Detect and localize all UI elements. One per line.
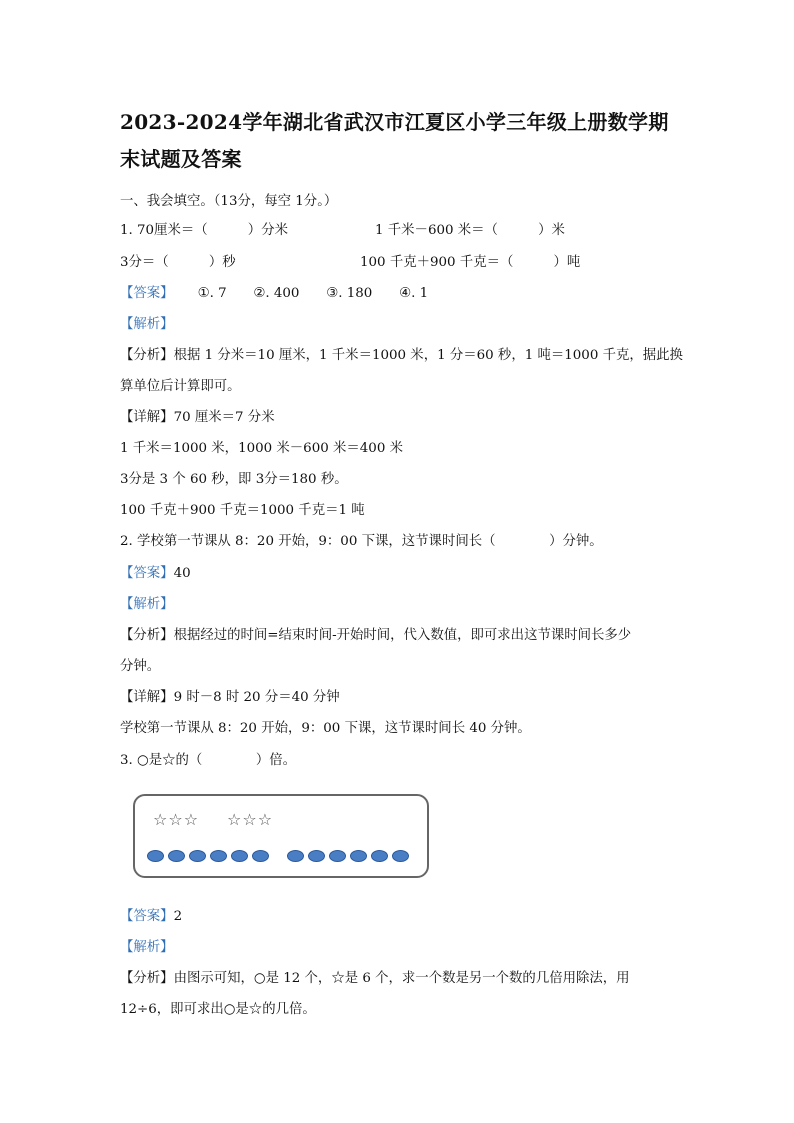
q1-detail-line-3: 3分是 3 个 60 秒，即 3分＝180 秒。 [120,472,348,487]
q1-part-c: 3分＝（ ）秒 [120,255,236,270]
q3-answer-line [120,905,182,924]
q1-part-b: 1 千米－600 米＝（ ）米 [375,223,565,238]
q1-analysis-text: 根据 1 分米＝10 厘米，1 千米＝1000 米，1 分＝60 秒，1 吨＝1000 千克，据此换 [173,348,683,363]
circle-icon [392,850,409,862]
q2-analysis-line-1 [120,624,631,643]
q2-detail-line-1 [120,686,340,705]
star-group-2: ☆☆☆ [227,810,274,829]
q1-analysis-line-1 [120,344,683,363]
q1-detail-line-4: 100 千克＋900 千克＝1000 千克＝1 吨 [120,503,365,518]
circle-group-1 [147,850,269,862]
star-group-1: ☆☆☆ [153,810,200,829]
q1-detail-text: 70 厘米＝7 分米 [173,410,275,425]
q2-analysis-line-2: 分钟。 [120,659,161,674]
q3-question: 3. ○是☆的（ ）倍。 [120,753,297,768]
q1-part-d: 100 千克＋900 千克＝（ ）吨 [360,255,581,270]
q2-answer: 40 [173,566,191,581]
q2-detail-text: 9 时－8 时 20 分＝40 分钟 [173,690,340,705]
circle-icon [168,850,185,862]
detail-tag: 【详解】 [120,410,174,425]
circle-icon [252,850,269,862]
q2-jiexi: 【解析】 [120,597,174,612]
q1-jiexi: 【解析】 [120,317,174,332]
q3-analysis-line-2: 12÷6，即可求出○是☆的几倍。 [120,1002,316,1017]
analysis-tag: 【分析】 [120,348,174,363]
circle-icon [329,850,346,862]
detail-tag: 【详解】 [120,690,174,705]
q1-analysis-line-2: 算单位后计算即可。 [120,379,241,394]
q3-analysis-text: 由图示可知，○是 12 个，☆是 6 个，求一个数是另一个数的几倍用除法，用 [173,971,630,986]
circle-icon [231,850,248,862]
q2-answer-line [120,562,191,581]
q1-detail-line-2: 1 千米＝1000 米，1000 米－600 米＝400 米 [120,441,403,456]
q3-jiexi: 【解析】 [120,940,174,955]
document-title: 2023-2024学年湖北省武汉市江夏区小学三年级上册数学期末试题及答案 [120,110,669,171]
q1-answer: ①. 7 ②. 400 ③. 180 ④. 1 [197,286,429,301]
analysis-tag: 【分析】 [120,971,174,986]
q3-answer: 2 [173,909,183,924]
answer-tag: 【答案】 [120,566,174,581]
circle-icon [189,850,206,862]
circle-icon [371,850,388,862]
circle-icon [350,850,367,862]
q2-analysis-text: 根据经过的时间=结束时间-开始时间，代入数值，即可求出这节课时间长多少 [173,628,632,643]
circle-icon [287,850,304,862]
q3-figure [133,794,429,878]
section-heading: 一、我会填空。（13分，每空 1分。） [120,194,338,209]
circle-icon [210,850,227,862]
q1-part-a: 1. 70厘米＝（ ）分米 [120,223,288,238]
circle-icon [308,850,325,862]
analysis-tag: 【分析】 [120,628,174,643]
q1-detail-line-1 [120,406,275,425]
answer-tag: 【答案】 [120,909,174,924]
q3-analysis-line-1 [120,967,630,986]
q1-answer-line [120,282,428,301]
q2-detail-line-2: 学校第一节课从 8：20 开始，9：00 下课，这节课时间长 40 分钟。 [120,721,531,736]
answer-tag: 【答案】 [120,286,174,301]
q2-question: 2. 学校第一节课从 8：20 开始，9：00 下课，这节课时间长（ ）分钟。 [120,534,603,549]
circle-group-2 [287,850,409,862]
circle-icon [147,850,164,862]
